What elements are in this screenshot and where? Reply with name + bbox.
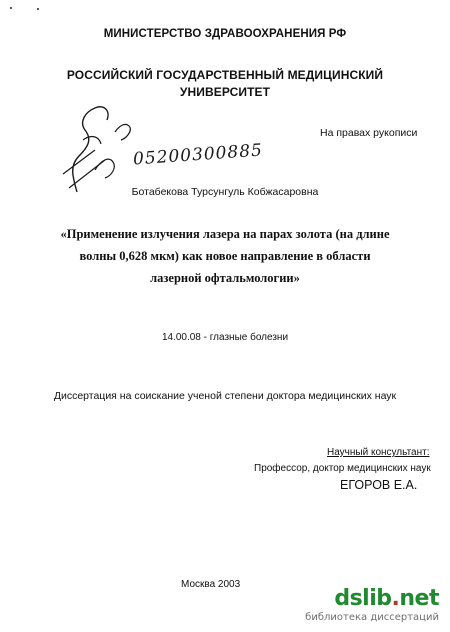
handwritten-number: 05200300885 [132, 140, 264, 170]
dslib-tagline: библиотека диссертаций [305, 612, 439, 623]
university-heading-line2: УНИВЕРСИТЕТ [179, 85, 271, 99]
dslib-logo-dot: . [391, 586, 400, 611]
dissertation-title-line2: волны 0,628 мкм) как новое направление в области [79, 249, 371, 263]
scan-speck [37, 8, 39, 10]
dissertation-title-line1: «Применение излучения лазера на парах золота (на длине [60, 227, 390, 241]
dslib-logo [334, 586, 439, 611]
dissertation-title-line3: лазерной офтальмологии» [150, 271, 300, 285]
dslib-logo-tld: net [399, 586, 439, 611]
place-year: Москва 2003 [181, 579, 241, 590]
scan-speck [10, 7, 12, 9]
dslib-watermark [292, 586, 442, 626]
dslib-logo-main: dslib [334, 586, 392, 611]
consultant-title: Профессор, доктор медицинских наук [254, 463, 431, 474]
ministry-heading: МИНИСТЕРСТВО ЗДРАВООХРАНЕНИЯ РФ [103, 28, 347, 40]
university-heading-line1: РОССИЙСКИЙ ГОСУДАРСТВЕННЫЙ МЕДИЦИНСКИЙ [66, 68, 384, 82]
consultant-label: Научный консультант: [327, 447, 430, 458]
author-name: Ботабекова Турсунгуль Кобжасаровна [131, 186, 319, 198]
consultant-name: ЕГОРОВ Е.А. [340, 478, 418, 492]
specialty-code: 14.00.08 - глазные болезни [161, 332, 289, 343]
dissertation-statement: Диссертация на соискание ученой степени доктора медицинских наук [53, 390, 397, 402]
rights-note: На правах рукописи [320, 127, 418, 139]
